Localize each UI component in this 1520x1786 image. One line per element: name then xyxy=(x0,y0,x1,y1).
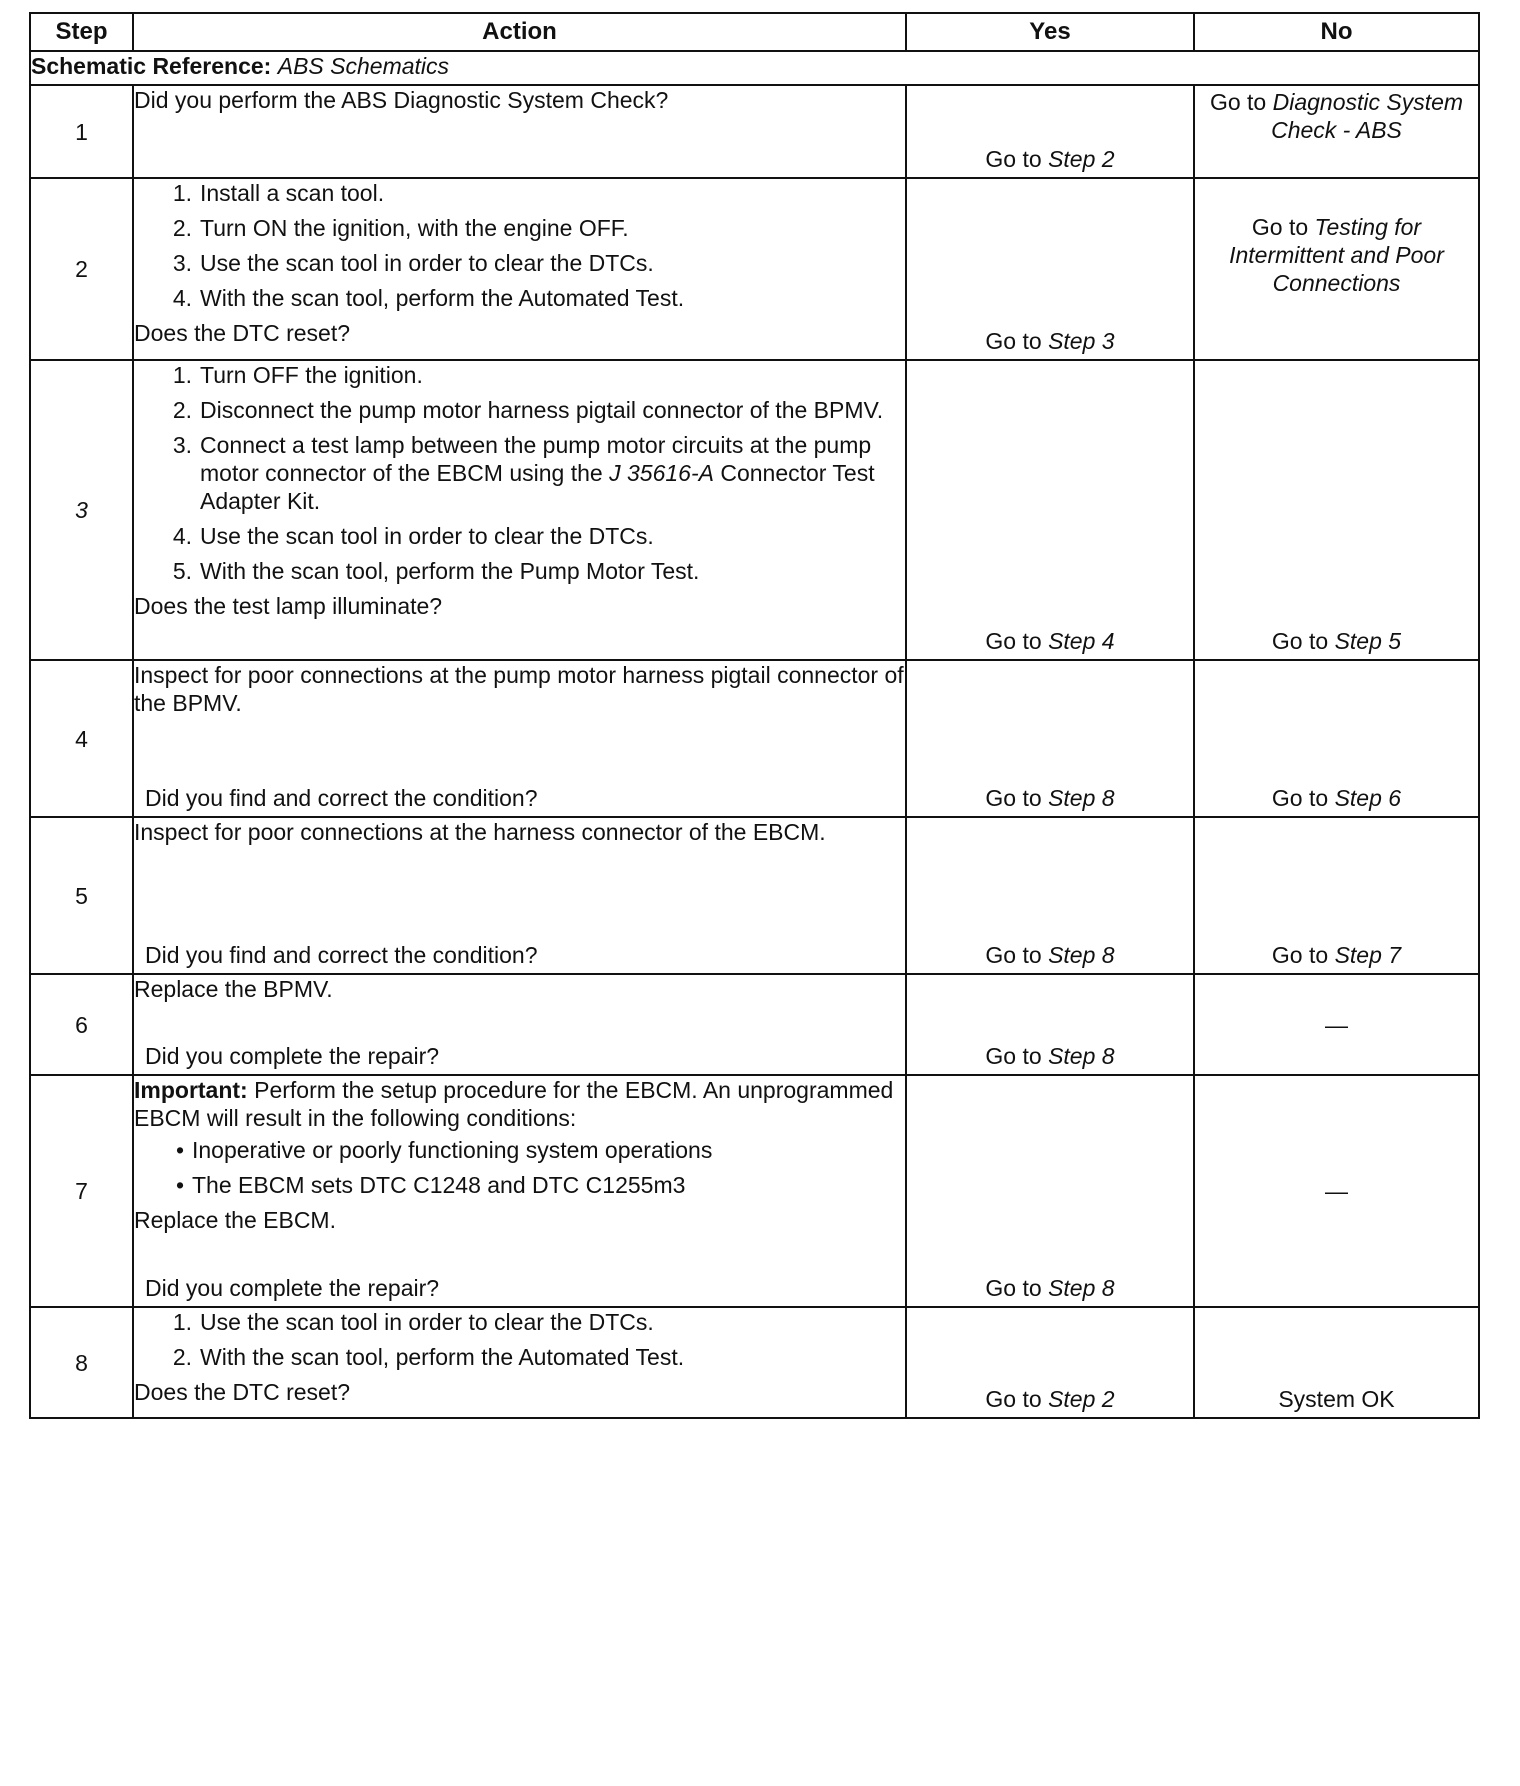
question: Did you complete the repair? xyxy=(145,1043,440,1069)
table-row xyxy=(30,1307,1479,1418)
action-text: Inspect for poor connections at the harness connector of the EBCM. xyxy=(134,819,826,845)
action-cell xyxy=(133,360,906,660)
no-dash: — xyxy=(1325,1178,1348,1204)
step-number: 8 xyxy=(30,1307,133,1418)
no-link[interactable]: Step 5 xyxy=(1334,628,1402,654)
table-row xyxy=(30,178,1479,360)
table-row xyxy=(30,817,1479,974)
yes-cell xyxy=(906,85,1194,178)
tool-reference[interactable]: J 35616-A xyxy=(609,460,714,486)
yes-cell xyxy=(906,817,1194,974)
table-row xyxy=(30,360,1479,660)
schematic-link[interactable]: ABS Schematics xyxy=(277,53,450,79)
action-cell xyxy=(133,817,906,974)
yes-prefix: Go to xyxy=(985,628,1042,654)
step-number: 1 xyxy=(30,85,133,178)
action-cell xyxy=(133,178,906,360)
yes-cell xyxy=(906,974,1194,1075)
yes-prefix: Go to xyxy=(985,942,1042,968)
no-prefix: Go to xyxy=(1209,89,1267,115)
no-prefix: Go to xyxy=(1271,785,1329,811)
important-label: Important: xyxy=(134,1077,248,1103)
yes-cell xyxy=(906,1307,1194,1418)
list-item: 2. With the scan tool, perform the Automated Test. xyxy=(172,1344,685,1370)
no-link[interactable]: Testing for Intermittent and Poor Connections xyxy=(1229,214,1444,296)
yes-prefix: Go to xyxy=(985,1386,1042,1412)
procedure-list xyxy=(134,1308,905,1371)
table-row xyxy=(30,1075,1479,1307)
yes-prefix: Go to xyxy=(985,328,1042,354)
important-note: Important: Perform the setup procedure for the EBCM. An unprogrammed EBCM will result in the following conditions: xyxy=(134,1077,894,1131)
list-item: • Inoperative or poorly functioning system operations xyxy=(175,1137,713,1163)
yes-link[interactable]: Step 2 xyxy=(1048,1386,1115,1412)
yes-link[interactable]: Step 8 xyxy=(1048,785,1115,811)
header-no: No xyxy=(1194,13,1479,51)
no-link[interactable]: Step 7 xyxy=(1334,942,1402,968)
schematic-row xyxy=(30,51,1479,85)
list-item: 3. Use the scan tool in order to clear the DTCs. xyxy=(172,250,654,276)
diagnostic-table-sheet xyxy=(29,12,1480,1419)
no-cell xyxy=(1194,178,1479,360)
header-row xyxy=(30,13,1479,51)
yes-link[interactable]: Step 4 xyxy=(1048,628,1115,654)
table-row xyxy=(30,85,1479,178)
action-cell xyxy=(133,1307,906,1418)
no-prefix: Go to xyxy=(1251,214,1309,240)
action-cell xyxy=(133,660,906,817)
action-cell xyxy=(133,85,906,178)
step-number: 2 xyxy=(30,178,133,360)
step-number: 4 xyxy=(30,660,133,817)
list-item: 1. Install a scan tool. xyxy=(172,180,385,206)
action-text: Replace the BPMV. xyxy=(134,976,333,1002)
question: Did you complete the repair? xyxy=(145,1275,440,1301)
step-number: 6 xyxy=(30,974,133,1075)
no-prefix: Go to xyxy=(1271,628,1329,654)
yes-link[interactable]: Step 3 xyxy=(1048,328,1115,354)
list-item: 1. Turn OFF the ignition. xyxy=(172,362,423,388)
condition-list xyxy=(134,1136,905,1199)
question: Does the test lamp illuminate? xyxy=(134,593,443,619)
no-dash: — xyxy=(1325,1011,1348,1038)
step-number: 3 xyxy=(30,360,133,660)
header-action: Action xyxy=(133,13,906,51)
question: Did you find and correct the condition? xyxy=(145,942,538,968)
yes-prefix: Go to xyxy=(985,785,1042,811)
header-step: Step xyxy=(30,13,133,51)
question: Did you find and correct the condition? xyxy=(145,785,538,811)
table-row xyxy=(30,974,1479,1075)
no-prefix: Go to xyxy=(1271,942,1329,968)
list-item: 4. With the scan tool, perform the Automated Test. xyxy=(172,285,685,311)
action-cell xyxy=(133,1075,906,1307)
yes-cell xyxy=(906,178,1194,360)
yes-cell xyxy=(906,360,1194,660)
step-number: 5 xyxy=(30,817,133,974)
yes-prefix: Go to xyxy=(985,1275,1042,1301)
action-text: Inspect for poor connections at the pump motor harness pigtail connector of the BPMV. xyxy=(134,662,904,716)
question: Does the DTC reset? xyxy=(134,1379,351,1405)
no-link[interactable]: Diagnostic System Check - ABS xyxy=(1271,89,1464,143)
step-number: 7 xyxy=(30,1075,133,1307)
question: Did you perform the ABS Diagnostic System Check? xyxy=(134,87,669,113)
table-row xyxy=(30,660,1479,817)
no-cell xyxy=(1194,974,1479,1075)
list-item: 2. Turn ON the ignition, with the engine OFF. xyxy=(172,215,629,241)
yes-link[interactable]: Step 8 xyxy=(1048,1275,1115,1301)
question: Does the DTC reset? xyxy=(134,320,351,346)
yes-link[interactable]: Step 2 xyxy=(1048,146,1115,172)
action-text: Replace the EBCM. xyxy=(134,1207,336,1233)
no-cell xyxy=(1194,660,1479,817)
no-cell xyxy=(1194,1075,1479,1307)
yes-cell xyxy=(906,660,1194,817)
no-link[interactable]: Step 6 xyxy=(1334,785,1402,811)
no-cell xyxy=(1194,817,1479,974)
yes-link[interactable]: Step 8 xyxy=(1048,1043,1115,1069)
yes-cell xyxy=(906,1075,1194,1307)
list-item: • The EBCM sets DTC C1248 and DTC C1255m3 xyxy=(175,1172,686,1198)
list-item: 4. Use the scan tool in order to clear the DTCs. xyxy=(172,523,654,549)
no-cell xyxy=(1194,360,1479,660)
list-item: 3. Connect a test lamp between the pump motor circuits at the pump motor connector of the EBCM using the J 35616-A Connector Test Adapter Kit. xyxy=(172,432,875,514)
list-item: 2. Disconnect the pump motor harness pigtail connector of the BPMV. xyxy=(172,397,884,423)
yes-link[interactable]: Step 8 xyxy=(1048,942,1115,968)
header-yes: Yes xyxy=(906,13,1194,51)
yes-prefix: Go to xyxy=(985,146,1042,172)
schematic-reference xyxy=(30,51,1479,85)
no-result: System OK xyxy=(1278,1386,1395,1412)
list-item: 1. Use the scan tool in order to clear the DTCs. xyxy=(172,1309,654,1335)
list-item: 5. With the scan tool, perform the Pump Motor Test. xyxy=(172,558,700,584)
schematic-label: Schematic Reference: xyxy=(31,53,272,79)
yes-prefix: Go to xyxy=(985,1043,1042,1069)
no-cell xyxy=(1194,85,1479,178)
no-cell xyxy=(1194,1307,1479,1418)
procedure-list xyxy=(134,361,905,585)
action-cell xyxy=(133,974,906,1075)
procedure-list xyxy=(134,179,905,312)
diagnostic-table xyxy=(29,12,1480,1419)
